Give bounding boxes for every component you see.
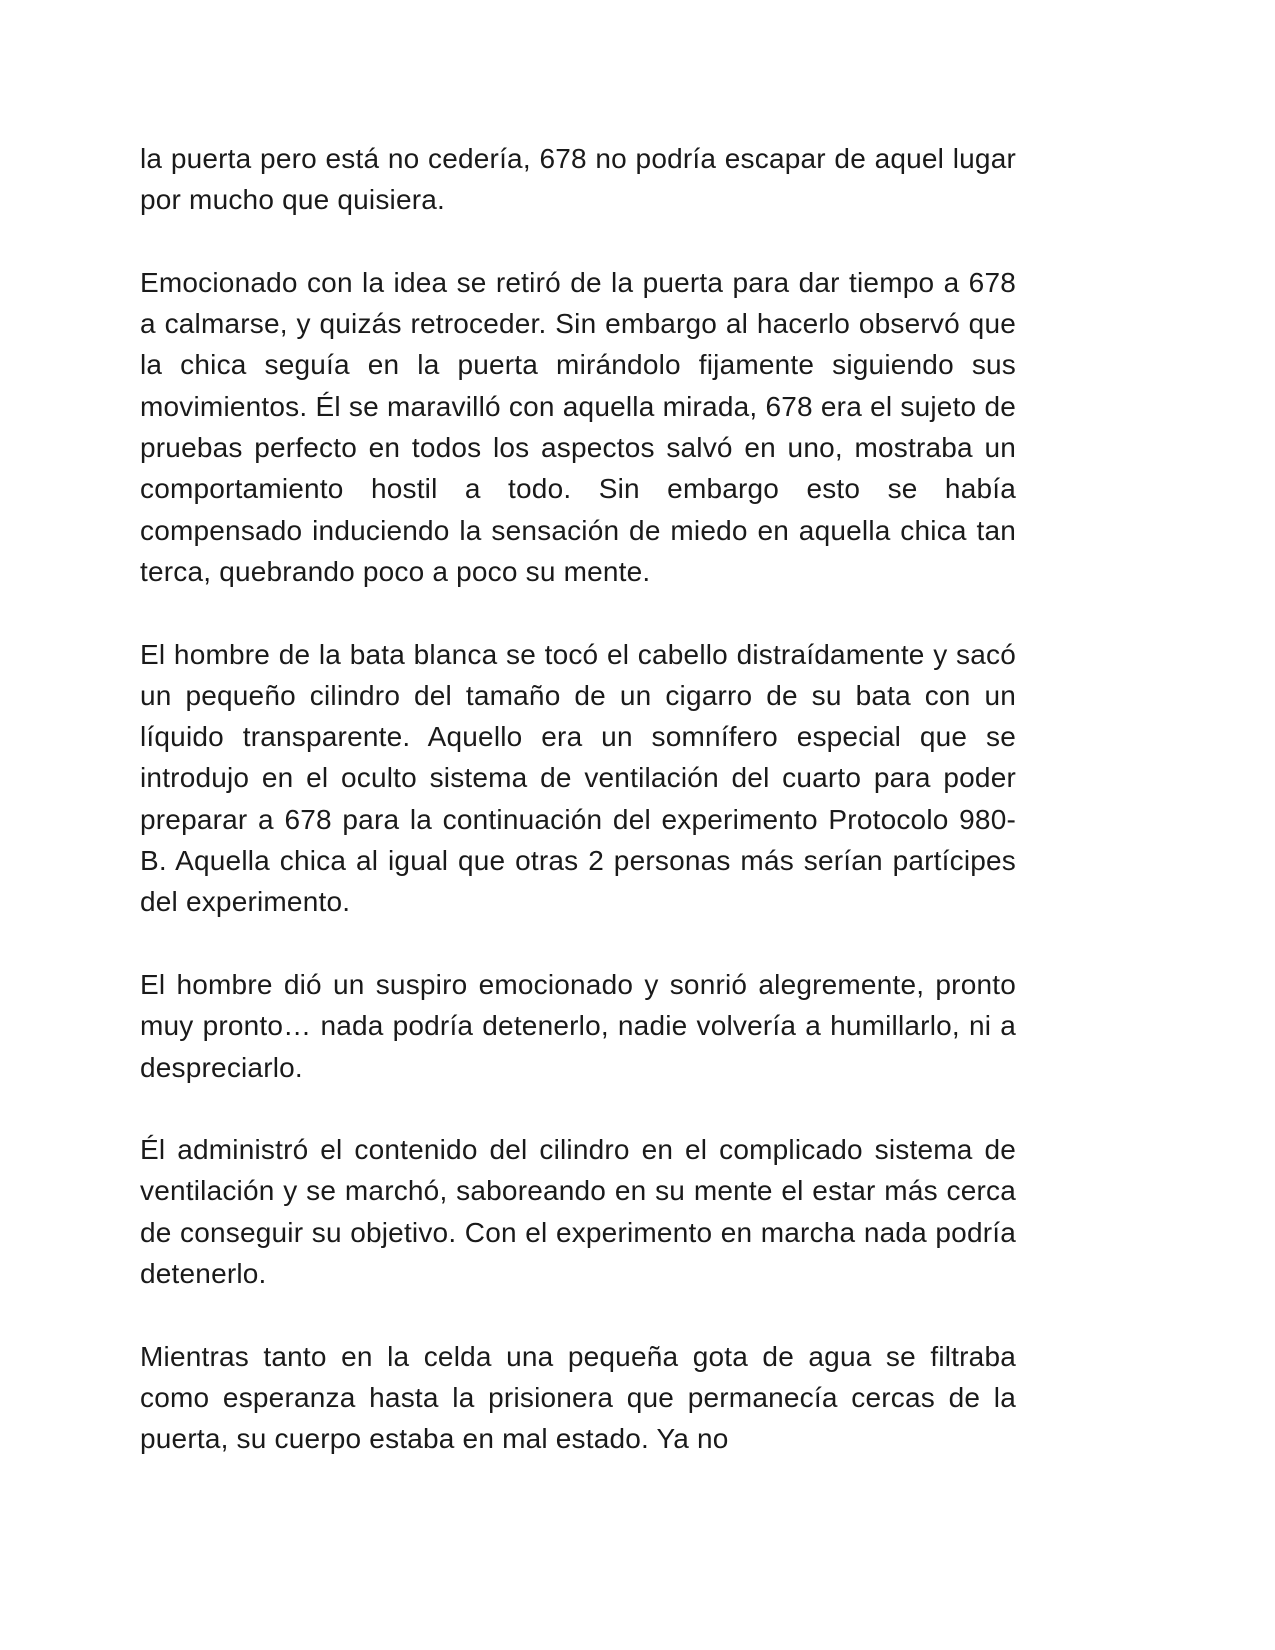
document-body bbox=[140, 138, 1016, 1501]
paragraph-4: El hombre dió un suspiro emocionado y sonrió alegremente, pronto muy pronto… nada podría detenerlo, nadie volvería a humillarlo, ni a despreciarlo. bbox=[140, 968, 1016, 1083]
paragraph-1: la puerta pero está no cedería, 678 no podría escapar de aquel lugar por mucho que quisiera. bbox=[140, 143, 1016, 216]
paragraph-5: Él administró el contenido del cilindro en el complicado sistema de ventilación y se marchó, saboreando en su mente el estar más cerca de conseguir su objetivo. Con el experimento en marcha nada podría detenerlo. bbox=[140, 1134, 1016, 1290]
paragraph-3: El hombre de la bata blanca se tocó el cabello distraídamente y sacó un pequeño cilindro del tamaño de un cigarro de su bata con un líquido transparente. Aquello era un somnífero especial que se introdujo en el oculto sistema de ventilación del cuarto para poder preparar a 678 para la continuación del experimento Protocolo 980- B. Aquella chica al igual que otras 2 personas más serían partícipes del experimento. bbox=[140, 638, 1016, 918]
paragraph-6: Mientras tanto en la celda una pequeña gota de agua se filtraba como esperanza hasta la prisionera que permanecía cercas de la puerta, su cuerpo estaba en mal estado. Ya no bbox=[140, 1340, 1016, 1455]
paragraph-2: Emocionado con la idea se retiró de la puerta para dar tiempo a 678 a calmarse, y quizás retroceder. Sin embargo al hacerlo observó que la chica seguía en la puerta mirándolo fijamente siguiendo sus movimientos. Él se maravilló con aquella mirada, 678 era el sujeto de pruebas perfecto en todos los aspectos salvó en uno, mostraba un comportamiento hostil a todo. Sin embargo esto se había compensado induciendo la sensación de miedo en aquella chica tan terca, quebrando poco a poco su mente. bbox=[140, 266, 1016, 587]
